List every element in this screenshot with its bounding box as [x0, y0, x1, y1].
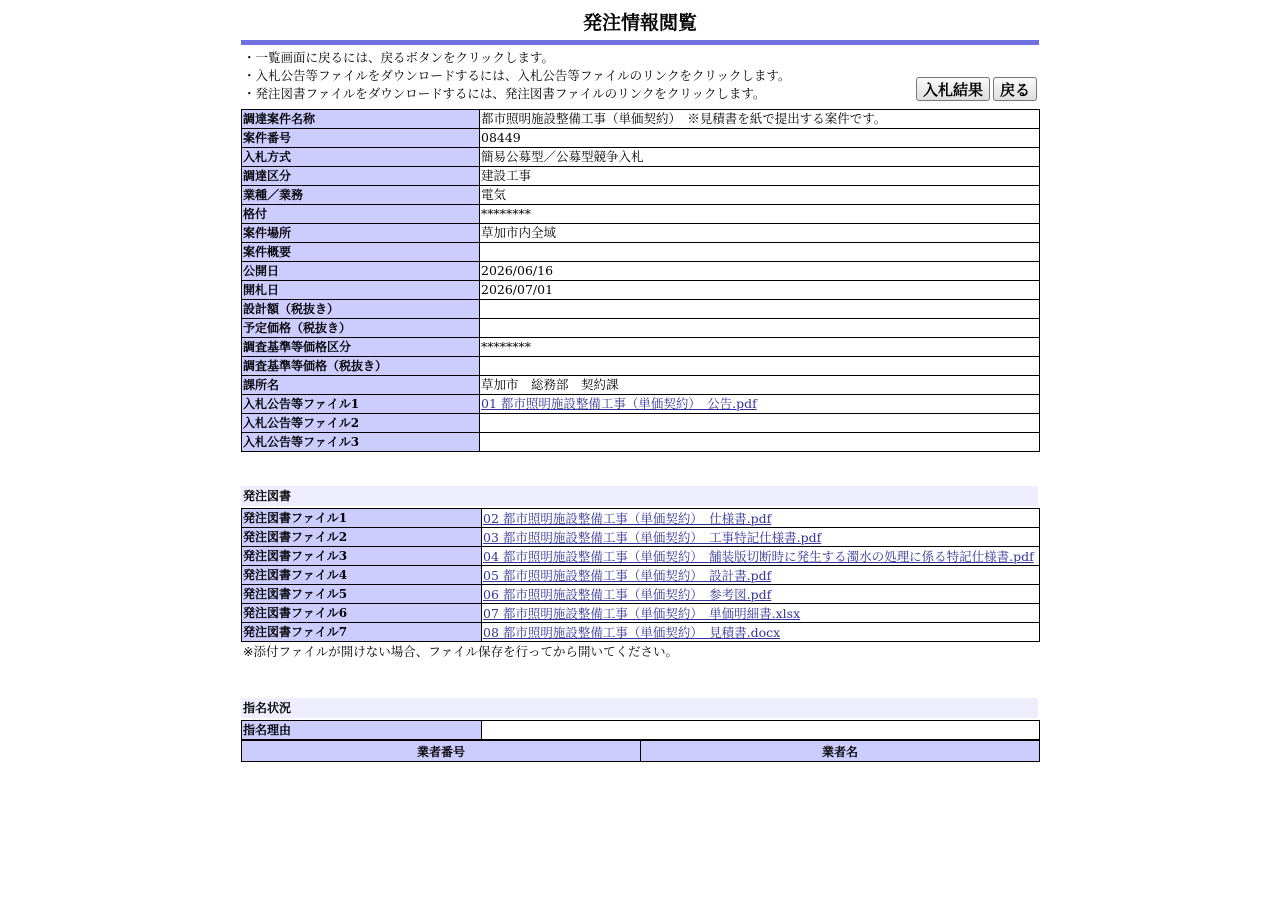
detail-value: 2026/06/16: [480, 262, 1040, 281]
table-row: [242, 585, 1040, 604]
page-container: [241, 10, 1039, 762]
notice-file-label: 入札公告等ファイル2: [242, 414, 480, 433]
drawing-file-label: 発注図書ファイル3: [242, 547, 482, 566]
detail-value: 2026/07/01: [480, 281, 1040, 300]
drawing-file-label: 発注図書ファイル1: [242, 509, 482, 528]
title-divider: [241, 40, 1039, 45]
drawings-table: [241, 508, 1040, 642]
detail-value: 草加市 総務部 契約課: [480, 376, 1040, 395]
bid-result-button[interactable]: 入札結果: [916, 77, 990, 101]
details-table: [241, 109, 1040, 452]
drawing-file-value: [482, 623, 1040, 642]
vendor-header-row: [242, 741, 1040, 762]
detail-label: 案件概要: [242, 243, 480, 262]
nomination-reason-label: 指名理由: [242, 721, 482, 740]
detail-value: ********: [480, 338, 1040, 357]
drawing-file-label: 発注図書ファイル7: [242, 623, 482, 642]
detail-label: 調査基準等価格区分: [242, 338, 480, 357]
table-row: [242, 528, 1040, 547]
file-link[interactable]: 05 都市照明施設整備工事（単価契約） 設計書.pdf: [483, 567, 772, 583]
drawing-file-label: 発注図書ファイル2: [242, 528, 482, 547]
table-row: [242, 129, 1040, 148]
detail-value: 建設工事: [480, 167, 1040, 186]
table-row: [242, 224, 1040, 243]
detail-label: 案件番号: [242, 129, 480, 148]
page-title: 発注情報閲覧: [582, 12, 697, 34]
table-row: [242, 623, 1040, 642]
detail-value: 草加市内全域: [480, 224, 1040, 243]
table-row: [242, 566, 1040, 585]
detail-label: 調達区分: [242, 167, 480, 186]
instruction-back: ・一覧画面に戻るには、戻るボタンをクリックします。: [243, 50, 555, 65]
file-link[interactable]: 08 都市照明施設整備工事（単価契約） 見積書.docx: [483, 624, 781, 640]
file-link[interactable]: 06 都市照明施設整備工事（単価契約） 参考図.pdf: [483, 586, 772, 602]
detail-value: ********: [480, 205, 1040, 224]
drawings-heading: 発注図書: [241, 486, 1038, 506]
table-row: [242, 395, 1040, 414]
vendor-name-header: 業者名: [641, 741, 1040, 762]
drawing-file-label: 発注図書ファイル5: [242, 585, 482, 604]
detail-label: 開札日: [242, 281, 480, 300]
detail-label: 入札方式: [242, 148, 480, 167]
action-buttons: [916, 77, 1037, 101]
table-row: [242, 205, 1040, 224]
notice-file-value: [480, 395, 1040, 414]
attachment-note: ※添付ファイルが開けない場合、ファイル保存を行ってから開いてください。: [243, 644, 678, 659]
table-row: [242, 414, 1040, 433]
detail-value: [480, 319, 1040, 338]
table-row: [242, 300, 1040, 319]
drawing-file-value: [482, 528, 1040, 547]
back-button[interactable]: 戻る: [993, 77, 1037, 101]
table-row: [242, 186, 1040, 205]
detail-value: 簡易公募型／公募型競争入札: [480, 148, 1040, 167]
table-row: [242, 319, 1040, 338]
detail-label: 課所名: [242, 376, 480, 395]
table-row: [242, 433, 1040, 452]
table-row: [242, 262, 1040, 281]
drawing-file-value: [482, 604, 1040, 623]
table-row: [242, 281, 1040, 300]
instruction-drawing-download: ・発注図書ファイルをダウンロードするには、発注図書ファイルのリンクをクリックします。: [243, 86, 766, 101]
detail-value: 電気: [480, 186, 1040, 205]
table-row: [242, 148, 1040, 167]
detail-label: 公開日: [242, 262, 480, 281]
file-link[interactable]: 03 都市照明施設整備工事（単価契約） 工事特記仕様書.pdf: [483, 529, 822, 545]
table-row: [242, 547, 1040, 566]
file-link[interactable]: 07 都市照明施設整備工事（単価契約） 単価明細書.xlsx: [483, 605, 801, 621]
detail-label: 設計額（税抜き）: [242, 300, 480, 319]
detail-label: 調達案件名称: [242, 110, 480, 129]
detail-value: [480, 357, 1040, 376]
drawing-file-value: [482, 585, 1040, 604]
table-row: [242, 604, 1040, 623]
notice-file-value: [480, 414, 1040, 433]
drawing-file-value: [482, 509, 1040, 528]
table-row: [242, 509, 1040, 528]
drawing-file-label: 発注図書ファイル4: [242, 566, 482, 585]
drawing-file-value: [482, 566, 1040, 585]
detail-value: [480, 300, 1040, 319]
drawing-file-label: 発注図書ファイル6: [242, 604, 482, 623]
table-row: [242, 376, 1040, 395]
notice-file-label: 入札公告等ファイル1: [242, 395, 480, 414]
detail-label: 業種／業務: [242, 186, 480, 205]
file-link[interactable]: 01 都市照明施設整備工事（単価契約） 公告.pdf: [481, 396, 757, 411]
nomination-table: [241, 720, 1040, 740]
detail-value: [480, 243, 1040, 262]
file-link[interactable]: 02 都市照明施設整備工事（単価契約） 仕様書.pdf: [483, 510, 772, 526]
detail-label: 調査基準等価格（税抜き）: [242, 357, 480, 376]
table-row: [242, 110, 1040, 129]
nomination-reason-row: [242, 721, 1040, 740]
drawing-file-value: [482, 547, 1040, 566]
detail-label: 案件場所: [242, 224, 480, 243]
detail-value: 都市照明施設整備工事（単価契約） ※見積書を紙で提出する案件です。: [480, 110, 1040, 129]
file-link[interactable]: 04 都市照明施設整備工事（単価契約） 舗装版切断時に発生する濁水の処理に係る特記仕様書.pdf: [483, 548, 1034, 564]
vendor-table: [241, 740, 1040, 762]
table-row: [242, 357, 1040, 376]
instruction-notice-download: ・入札公告等ファイルをダウンロードするには、入札公告等ファイルのリンクをクリックします。: [243, 68, 791, 83]
notice-file-value: [480, 433, 1040, 452]
nomination-heading: 指名状況: [241, 698, 1038, 718]
detail-label: 予定価格（税抜き）: [242, 319, 480, 338]
detail-label: 格付: [242, 205, 480, 224]
notice-file-label: 入札公告等ファイル3: [242, 433, 480, 452]
table-row: [242, 338, 1040, 357]
table-row: [242, 167, 1040, 186]
vendor-number-header: 業者番号: [242, 741, 641, 762]
table-row: [242, 243, 1040, 262]
nomination-reason-value: [482, 721, 1040, 740]
detail-value: 08449: [480, 129, 1040, 148]
